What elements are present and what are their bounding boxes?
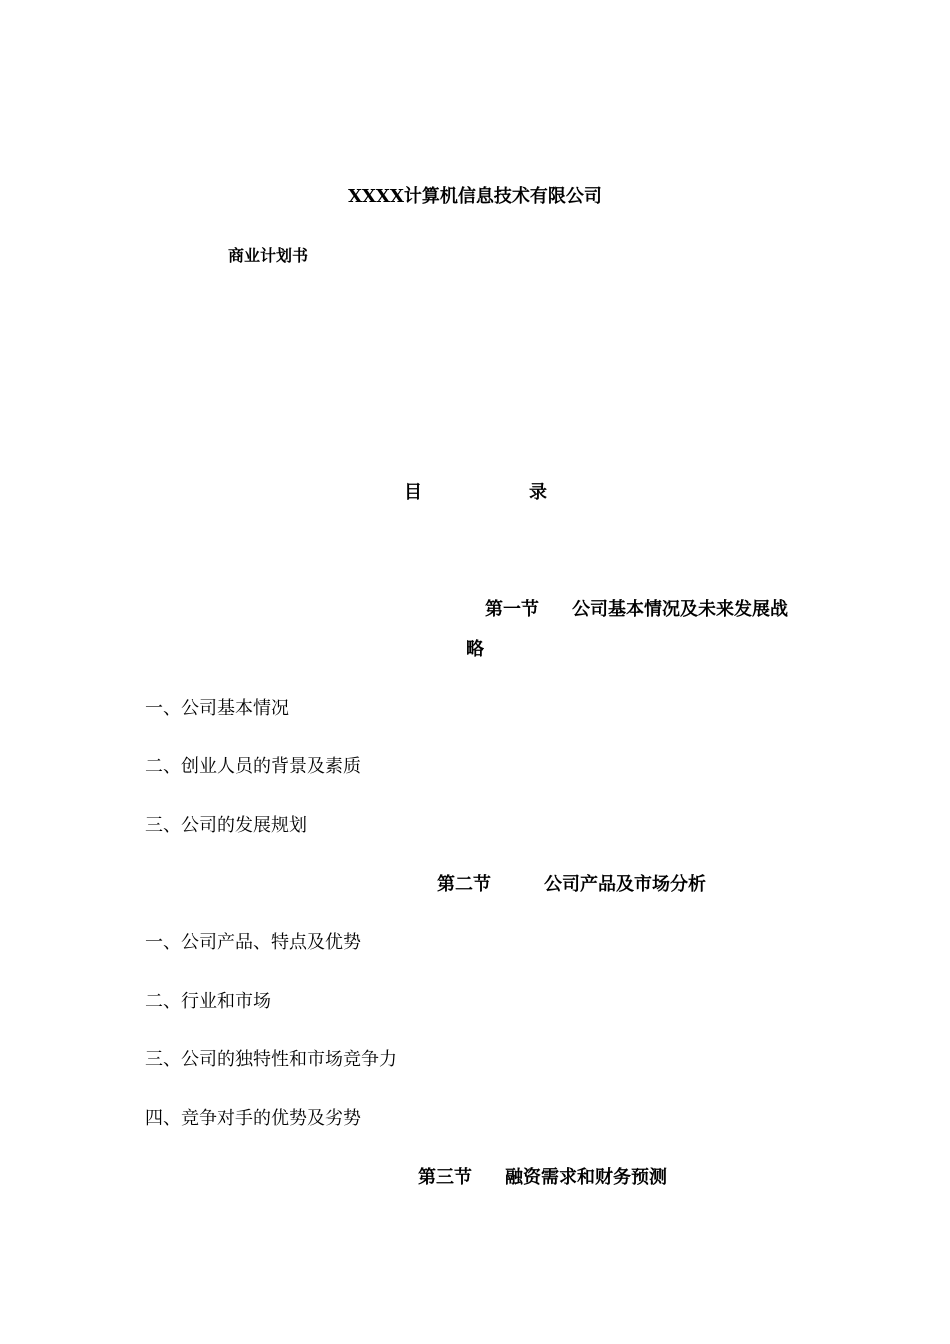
toc-item: 一、公司基本情况 — [145, 698, 289, 719]
company-title: XXXX计算机信息技术有限公司 — [348, 186, 602, 207]
document-subtitle: 商业计划书 — [228, 246, 309, 265]
toc-item: 三、公司的发展规划 — [145, 815, 307, 836]
section-1-number: 第一节 — [485, 599, 539, 620]
section-1-title-line2: 略 — [466, 639, 484, 660]
toc-item: 四、竞争对手的优势及劣势 — [145, 1108, 361, 1129]
toc-heading-char-1: 目 — [404, 482, 422, 503]
section-2-number: 第二节 — [437, 874, 491, 895]
toc-heading-char-2: 录 — [529, 482, 547, 503]
section-1-title-line1: 公司基本情况及未来发展战 — [572, 599, 788, 620]
section-3-title: 融资需求和财务预测 — [505, 1167, 667, 1188]
toc-item: 三、公司的独特性和市场竞争力 — [145, 1049, 397, 1070]
toc-item: 一、公司产品、特点及优势 — [145, 932, 361, 953]
section-3-number: 第三节 — [418, 1167, 472, 1188]
section-2-title: 公司产品及市场分析 — [544, 874, 706, 895]
toc-item: 二、创业人员的背景及素质 — [145, 756, 361, 777]
toc-item: 二、行业和市场 — [145, 991, 271, 1012]
